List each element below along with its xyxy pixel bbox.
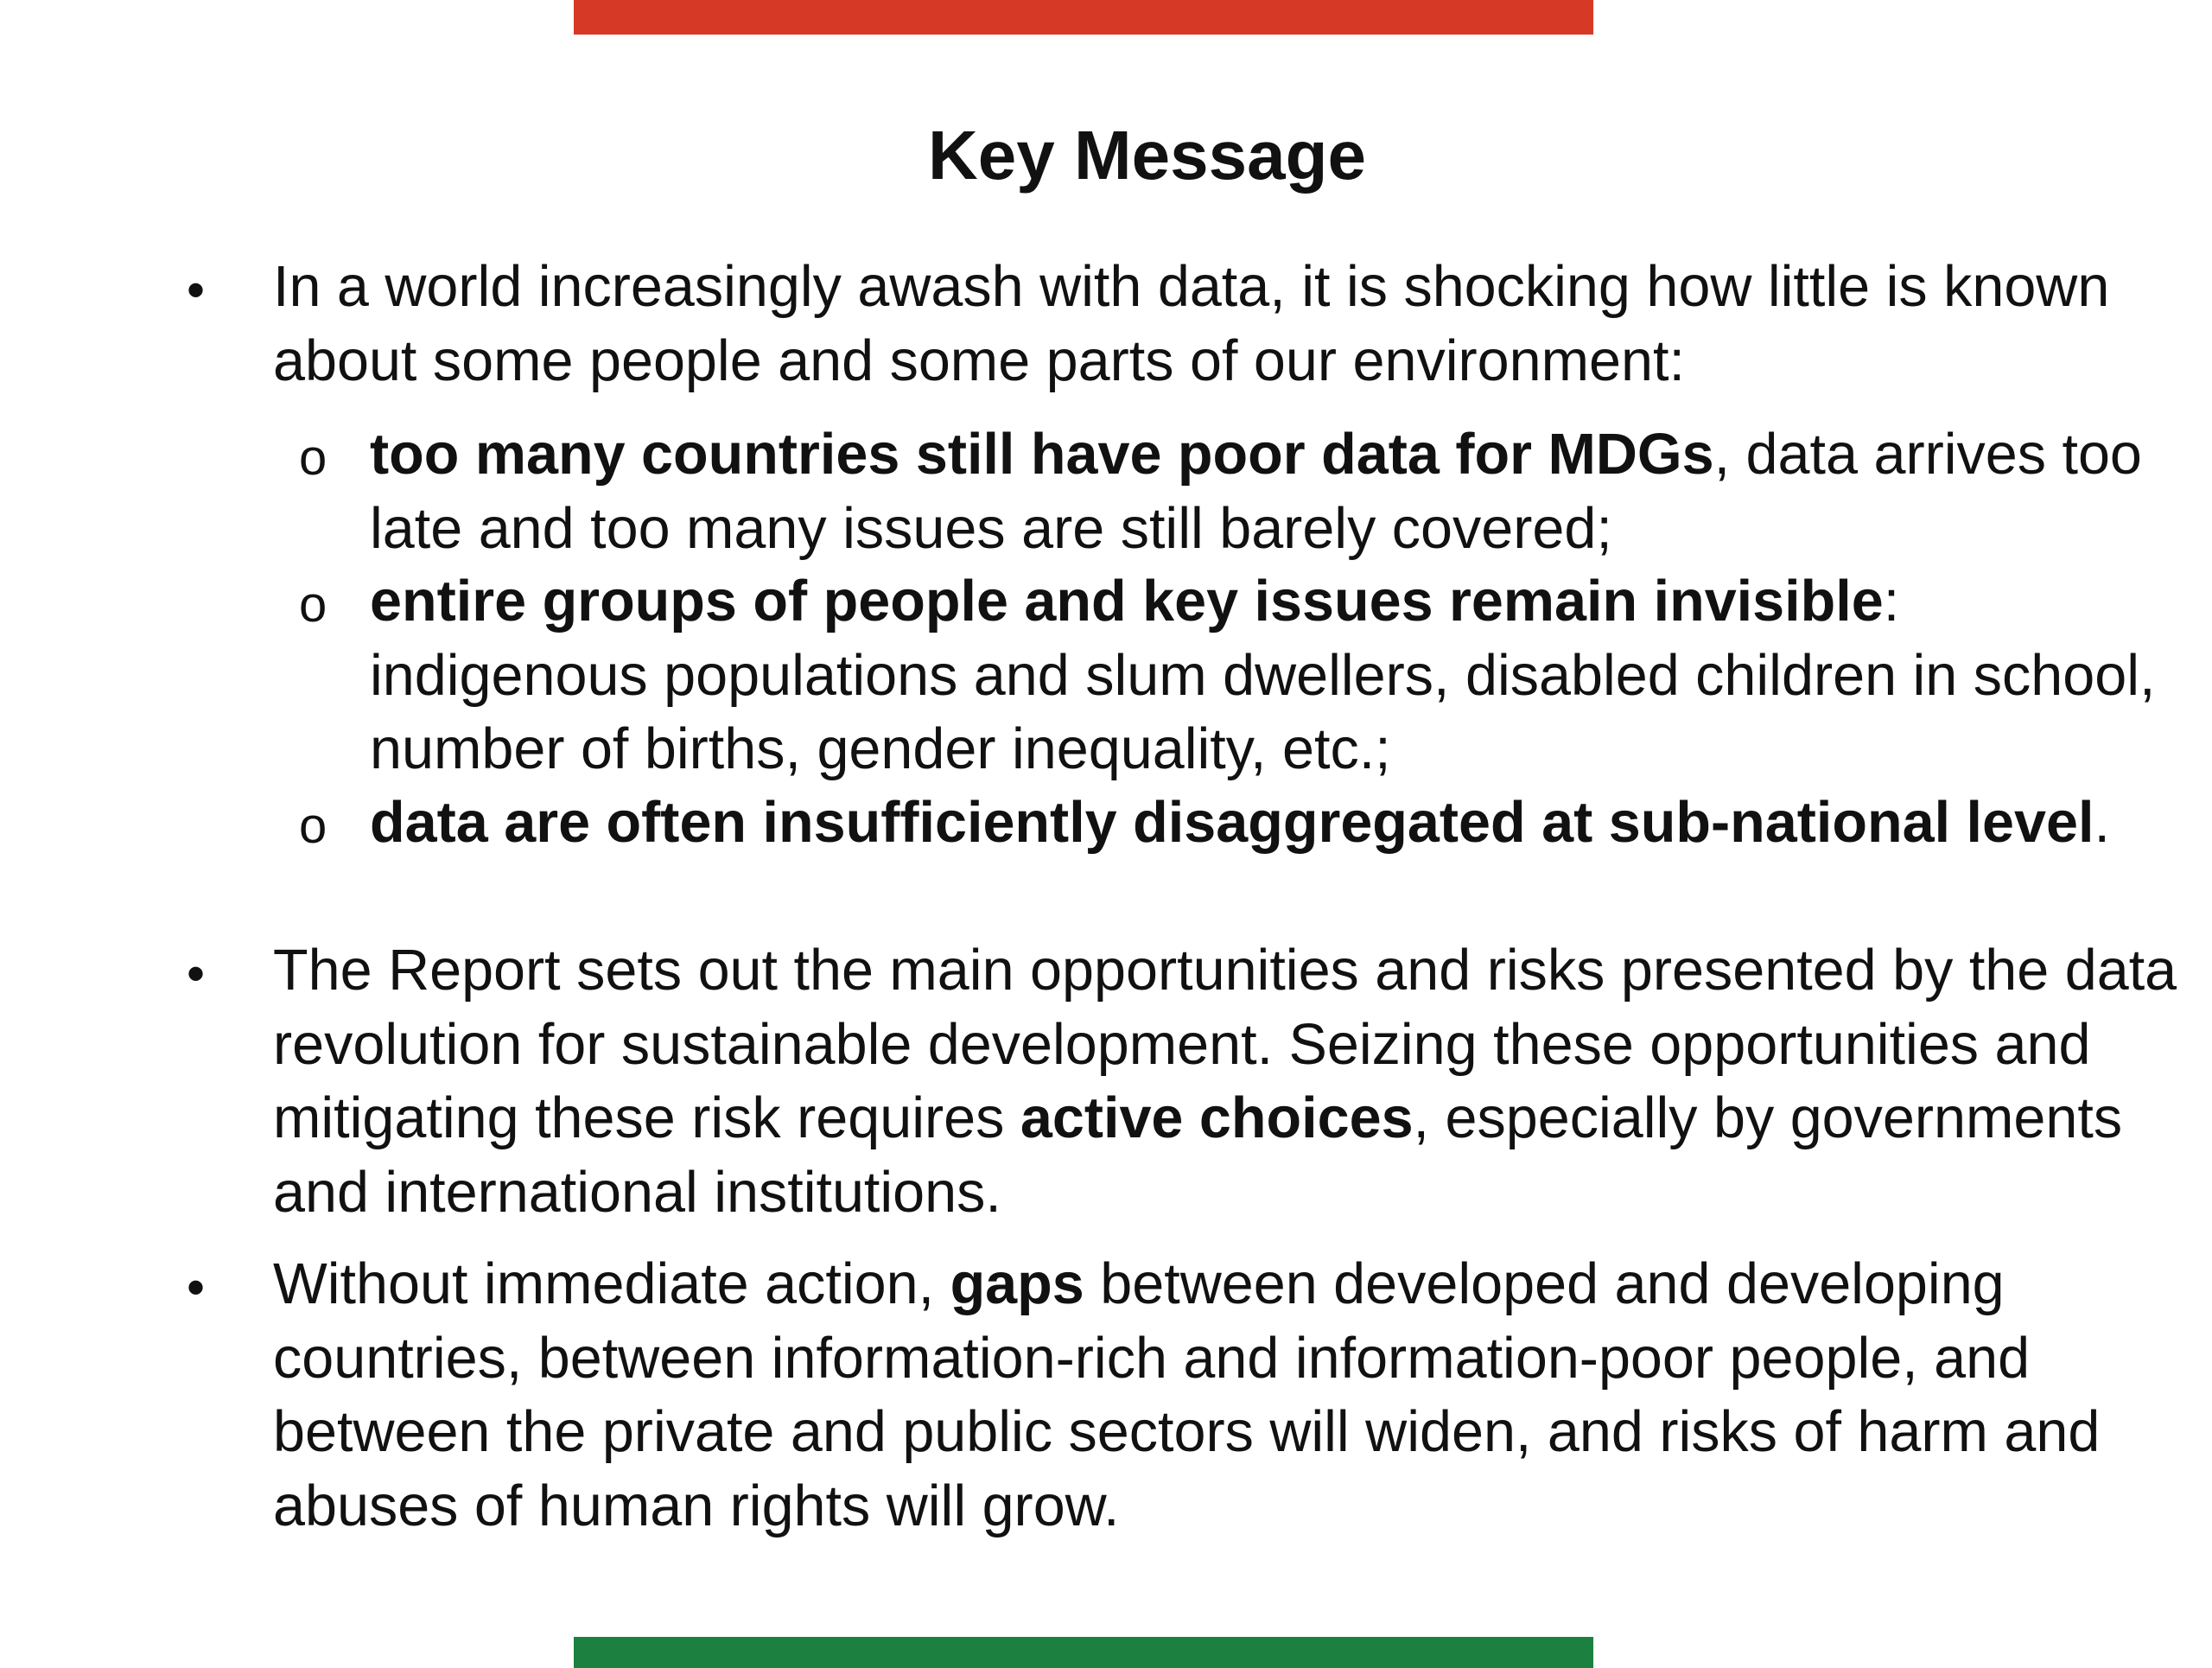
bullet-item-2 <box>273 934 2191 1230</box>
bullet-2-pre: The Report sets out the main opportunities and risks presented by the data revolution for sustainable development. Seizing these opportunities and mitigating these risk requires <box>273 939 2177 1150</box>
sub-bullet-2-bold: entire groups of people and key issues remain invisible <box>370 570 1884 633</box>
bottom-accent-bar <box>574 1637 1593 1668</box>
bullet-3-pre: Without immediate action, <box>273 1252 950 1316</box>
bullet-3-bold: gaps <box>950 1252 1084 1316</box>
sub-bullet-3-rest: . <box>2094 791 2110 855</box>
slide-title: Key Message <box>928 117 1366 194</box>
bullet-marker: • <box>187 1258 206 1316</box>
bullet-2-bold: active choices <box>1020 1086 1414 1150</box>
sub-bullet-marker: o <box>299 576 327 633</box>
bullet-item-1 <box>273 251 2191 398</box>
sub-bullet-item-3 <box>370 786 2193 861</box>
bullet-2-post: , especially by governments and international institutions. <box>273 1086 2123 1225</box>
sub-bullet-item-2 <box>370 565 2193 787</box>
sub-bullet-2-rest: : indigenous populations and slum dwellers, disabled children in school, number of births, gender inequality, etc.; <box>370 570 2156 781</box>
bullet-1-text: In a world increasingly awash with data, it is shocking how little is known about some people and some parts of our environment: <box>273 255 2110 393</box>
sub-bullet-1-rest: , data arrives too late and too many issues are still barely covered; <box>370 423 2142 561</box>
sub-bullet-marker: o <box>299 798 327 854</box>
sub-bullet-item-1 <box>370 418 2193 566</box>
bullet-item-3 <box>273 1248 2191 1544</box>
sub-bullet-3-bold: data are often insufficiently disaggregated at sub-national level <box>370 791 2094 855</box>
sub-bullet-1-bold: too many countries still have poor data for MDGs <box>370 423 1714 487</box>
bullet-marker: • <box>187 261 206 319</box>
sub-bullet-marker: o <box>299 430 327 486</box>
bullet-marker: • <box>187 945 206 1003</box>
bullet-3-post: between developed and developing countries, between information-rich and information-poor people, and between the private and public sectors will widen, and risks of harm and abuses of human rights will grow. <box>273 1252 2101 1538</box>
